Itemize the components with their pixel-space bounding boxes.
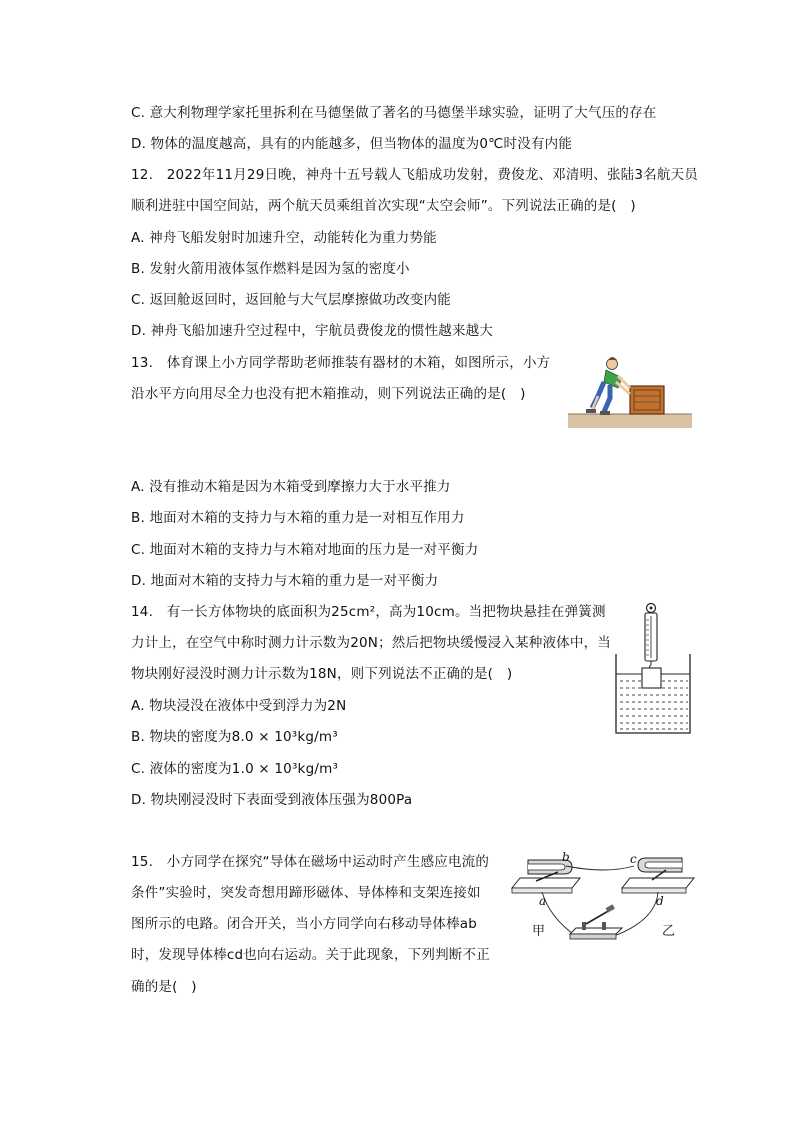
q15-stem-line3: 图所示的电路。闭合开关，当小方同学向右移动导体棒ab	[131, 916, 478, 932]
q14-option-a: A. 物块浸没在液体中受到浮力为2N	[131, 698, 347, 714]
induction-circuit-figure	[506, 848, 718, 948]
q14-stem-line2: 力计上，在空气中称时测力计示数为20N；然后把物块缓慢浸入某种液体中，当	[131, 635, 611, 651]
q13-stem-line2: 沿水平方向用尽全力也没有把木箱推动，则下列说法正确的是( )	[131, 386, 526, 402]
q13-option-a: A. 没有推动木箱是因为木箱受到摩擦力大于水平推力	[131, 479, 451, 495]
label-c: c	[630, 852, 637, 866]
q15-stem-line1: 15. 小方同学在探究“导体在磁场中运动时产生感应电流的	[131, 854, 490, 870]
q12-stem-line1: 12. 2022年11月29日晚，神舟十五号载人飞船成功发射，费俊龙、邓清明、张陆3名航天员	[131, 167, 698, 183]
q12-option-a: A. 神舟飞船发射时加速升空，动能转化为重力势能	[131, 230, 437, 246]
q13-option-d: D. 地面对木箱的支持力与木箱的重力是一对平衡力	[131, 573, 439, 589]
q15-stem-line5: 确的是( )	[131, 979, 197, 995]
q11-option-d: D. 物体的温度越高，具有的内能越多，但当物体的温度为0℃时没有内能	[131, 136, 573, 152]
label-b: b	[562, 850, 570, 864]
label-a: a	[539, 894, 547, 908]
label-yi: 乙	[662, 924, 676, 939]
q15-stem-line2: 条件”实验时，突发奇想用蹄形磁体、导体棒和支架连接如	[131, 885, 481, 901]
q14-stem-line3: 物块刚好浸没时测力计示数为18N，则下列说法不正确的是( )	[131, 666, 513, 682]
q12-option-d: D. 神舟飞船加速升空过程中，宇航员费俊龙的惯性越来越大	[131, 323, 494, 339]
q12-option-b: B. 发射火箭用液体氢作燃料是因为氢的密度小	[131, 261, 410, 277]
label-jia: 甲	[532, 924, 546, 939]
q12-option-c: C. 返回舱返回时，返回舱与大气层摩擦做功改变内能	[131, 292, 452, 308]
q13-option-b: B. 地面对木箱的支持力与木箱的重力是一对相互作用力	[131, 510, 465, 526]
q11-option-c: C. 意大利物理学家托里拆利在马德堡做了著名的马德堡半球实验，证明了大气压的存在	[131, 105, 657, 121]
q14-option-b: B. 物块的密度为8.0 × 10³kg/m³	[131, 729, 338, 745]
pushing-box-figure	[568, 352, 692, 430]
q12-stem-line2: 顺利进驻中国空间站，两个航天员乘组首次实现“太空会师”。下列说法正确的是( )	[131, 198, 636, 214]
q13-option-c: C. 地面对木箱的支持力与木箱对地面的压力是一对平衡力	[131, 542, 479, 558]
q15-stem-line4: 时，发现导体棒cd也向右运动。关于此现象，下列判断不正	[131, 947, 490, 963]
q14-option-c: C. 液体的密度为1.0 × 10³kg/m³	[131, 761, 339, 777]
q14-stem-line1: 14. 有一长方体物块的底面积为25cm²，高为10cm。当把物块悬挂在弹簧测	[131, 604, 606, 620]
q13-stem-line1: 13. 体育课上小方同学帮助老师推装有器材的木箱，如图所示，小方	[131, 355, 551, 371]
spring-scale-figure	[610, 602, 696, 736]
label-d: d	[656, 894, 664, 908]
q14-option-d: D. 物块刚浸没时下表面受到液体压强为800Pa	[131, 792, 413, 808]
